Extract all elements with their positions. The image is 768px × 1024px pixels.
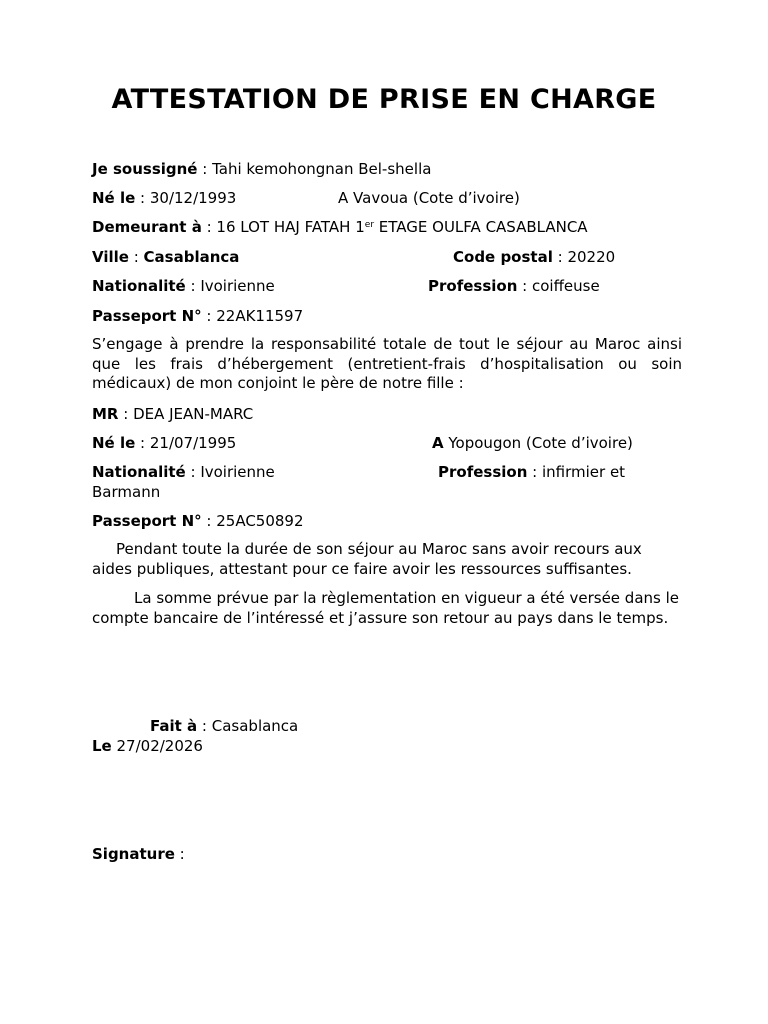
declarant-birthplace: A Vavoua (Cote d’ivoire) xyxy=(338,189,520,207)
beneficiary-profession-label: Profession xyxy=(438,463,528,481)
declarant-passport-line: Passeport N° : 22AK11597 xyxy=(92,307,304,325)
declarant-profession-label: Profession xyxy=(428,277,518,295)
declarant-address-label: Demeurant à xyxy=(92,218,202,236)
document-title: ATTESTATION DE PRISE EN CHARGE xyxy=(111,84,657,115)
fait-place: Casablanca xyxy=(211,717,299,735)
beneficiary-profession-line: Profession : infirmier et xyxy=(438,463,626,481)
signature-label: Signature xyxy=(92,845,175,863)
declarant-postal-label: Code postal xyxy=(453,248,553,266)
beneficiary-passport-line: Passeport N° : 25AC50892 xyxy=(92,512,304,530)
declarant-profession: coiffeuse xyxy=(531,277,600,295)
beneficiary-passport: 25AC50892 xyxy=(216,512,304,530)
beneficiary-profession: infirmier et xyxy=(541,463,626,481)
beneficiary-nationality-line: Nationalité : Ivoirienne xyxy=(92,463,275,481)
declarant-passport: 22AK11597 xyxy=(216,307,304,325)
beneficiary-born-label: Né le xyxy=(92,434,136,452)
beneficiary-birthplace-label: A xyxy=(432,434,444,452)
declarant-born-date: 30/12/1993 xyxy=(149,189,237,207)
beneficiary-nationality-label: Nationalité xyxy=(92,463,186,481)
fait-a-line: Fait à : Casablanca xyxy=(150,717,299,735)
declarant-nationality: Ivoirienne xyxy=(200,277,275,295)
beneficiary-mr-label: MR xyxy=(92,405,119,423)
declarant-city-label: Ville xyxy=(92,248,129,266)
beneficiary-nationality: Ivoirienne xyxy=(200,463,275,481)
declarant-address-suffix: ETAGE OULFA CASABLANCA xyxy=(374,218,588,236)
engagement-paragraph: S’engage à prendre la responsabilité totale de tout le séjour au Maroc ainsi que les frais d’hébergement (entretient-frais d’hospitalisation ou soin médicaux) de mon conjoint le père de notre fille : xyxy=(92,335,682,392)
address-superscript: er xyxy=(364,220,375,230)
declarant-nationality-line: Nationalité : Ivoirienne xyxy=(92,277,275,295)
beneficiary-born-date: 21/07/1995 xyxy=(149,434,237,452)
declarant-city-line: Ville : Casablanca xyxy=(92,248,240,266)
beneficiary-birthplace-line xyxy=(432,433,633,453)
declarant-name: Tahi kemohongnan Bel-shella xyxy=(212,160,432,178)
declarant-nationality-label: Nationalité xyxy=(92,277,186,295)
declarant-birth-line: Né le : 30/12/1993 xyxy=(92,189,237,207)
declarant-name-line: Je soussigné : Tahi kemohongnan Bel-shella xyxy=(92,160,432,178)
date-label: Le xyxy=(92,737,112,755)
declarant-postal: 20220 xyxy=(567,248,616,266)
beneficiary-birth-line: Né le : 21/07/1995 xyxy=(92,434,237,452)
declarant-city: Casablanca xyxy=(143,248,240,266)
declarant-passport-label: Passeport N° xyxy=(92,307,202,325)
beneficiary-name-line: MR : DEA JEAN-MARC xyxy=(92,405,254,423)
beneficiary-passport-label: Passeport N° xyxy=(92,512,202,530)
date-line xyxy=(92,736,203,756)
fait-label: Fait à xyxy=(150,717,198,735)
funds-paragraph: La somme prévue par la règlementation en vigueur a été versée dans le compte bancaire de l’intéressé et j’assure son retour au pays dans le temps. xyxy=(92,589,680,627)
support-paragraph: Pendant toute la durée de son séjour au Maroc sans avoir recours aux aides publiques, attestant pour ce faire avoir les ressources suffisantes. xyxy=(92,540,642,578)
document-date: 27/02/2026 xyxy=(116,737,203,755)
declarant-postal-line: Code postal : 20220 xyxy=(453,248,616,266)
signature-line: Signature : xyxy=(92,845,185,863)
beneficiary-profession-continued: Barmann xyxy=(92,483,161,501)
declarant-born-label: Né le xyxy=(92,189,136,207)
beneficiary-name: DEA JEAN-MARC xyxy=(133,405,254,423)
declarant-name-label: Je soussigné xyxy=(92,160,198,178)
beneficiary-birthplace: Yopougon (Cote d’ivoire) xyxy=(448,434,633,452)
declarant-address-line: Demeurant à : 16 LOT HAJ FATAH 1er ETAGE OULFA CASABLANCA xyxy=(92,218,588,236)
declarant-profession-line: Profession : coiffeuse xyxy=(428,277,600,295)
declarant-address: 16 LOT HAJ FATAH 1 xyxy=(216,218,365,236)
